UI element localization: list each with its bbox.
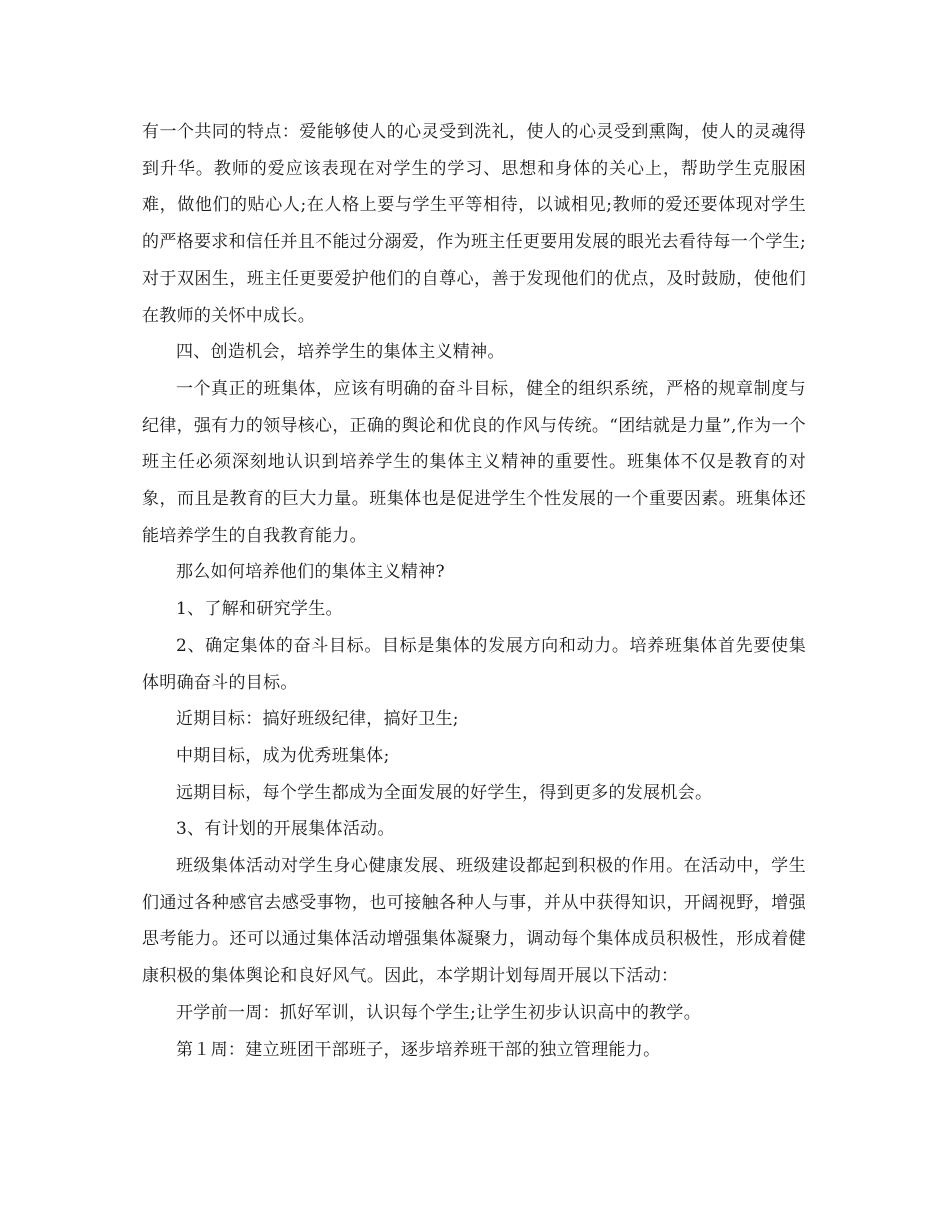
goal-item: 中期目标，成为优秀班集体;: [176, 745, 390, 766]
goal-item: 近期目标：搞好班级纪律，搞好卫生;: [176, 709, 459, 730]
document-body: [142, 114, 806, 1068]
list-item: 3、有计划的开展集体活动。: [176, 819, 395, 840]
section-heading: 四、创造机会，培养学生的集体主义精神。: [176, 342, 505, 363]
paragraph: 班级集体活动对学生身心健康发展、班级建设都起到积极的作用。在活动中，学生们通过各种感官去感受事物，也可接触各种人与事，并从中获得知识，开阔视野，增强思考能力。还可以通过集体活动增强集体凝聚力，调动每个集体成员积极性，形成着健康积极的集体舆论和良好风气。因此，本学期计划每周开展以下活动：: [142, 856, 806, 987]
schedule-item: 开学前一周：抓好军训，认识每个学生;让学生初步认识高中的教学。: [176, 1002, 702, 1023]
goal-item: 远期目标，每个学生都成为全面发展的好学生，得到更多的发展机会。: [176, 782, 713, 803]
paragraph: 有一个共同的特点：爱能够使人的心灵受到洗礼，使人的心灵受到熏陶，使人的灵魂得到升华。教师的爱应该表现在对学生的学习、思想和身体的关心上，帮助学生克服困难，做他们的贴心人;在人格上要与学生平等相待，以诚相见;教师的爱还要体现对学生的严格要求和信任并且不能过分溺爱，作为班主任更要用发展的眼光去看待每一个学生;对于双困生，班主任更要爱护他们的自尊心，善于发现他们的优点，及时鼓励，使他们在教师的关怀中成长。: [142, 122, 806, 326]
paragraph: 那么如何培养他们的集体主义精神?: [176, 562, 445, 583]
schedule-item: 第１周：建立班团干部班子，逐步培养班干部的独立管理能力。: [176, 1039, 661, 1060]
list-item: 1、了解和研究学生。: [176, 599, 343, 620]
paragraph: 一个真正的班集体，应该有明确的奋斗目标，健全的组织系统，严格的规章制度与纪律，强有力的领导核心，正确的舆论和优良的作风与传统。“团结就是力量”,作为一个班主任必须深刻地认识到培养学生的集体主义精神的重要性。班集体不仅是教育的对象，而且是教育的巨大力量。班集体也是促进学生个性发展的一个重要因素。班集体还能培养学生的自我教育能力。: [142, 378, 806, 546]
list-item: 2、确定集体的奋斗目标。目标是集体的发展方向和动力。培养班集体首先要使集体明确奋斗的目标。: [142, 635, 806, 693]
